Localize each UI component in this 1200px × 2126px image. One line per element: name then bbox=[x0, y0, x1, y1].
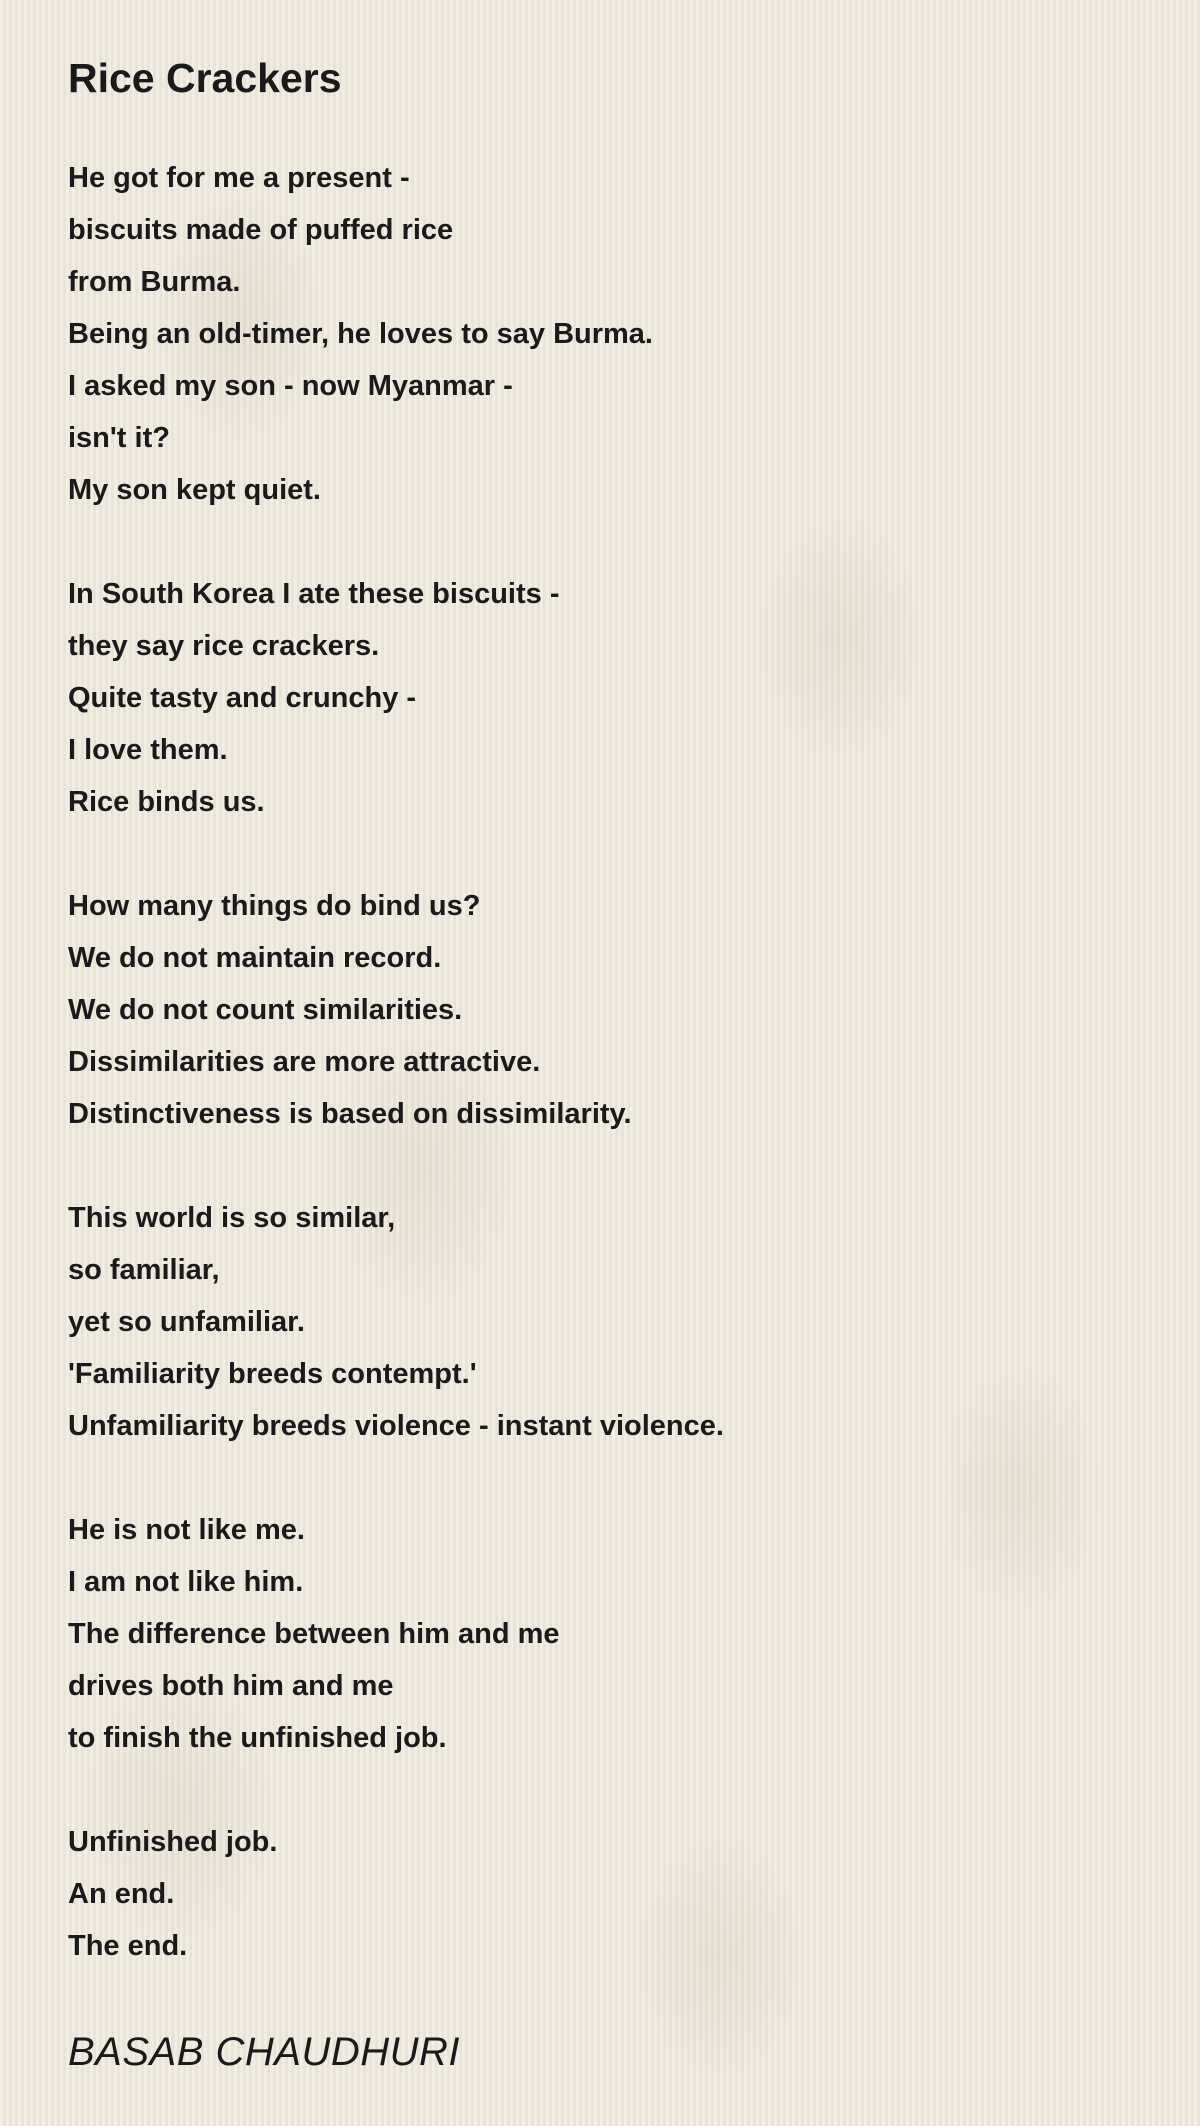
stanza-4 bbox=[68, 1192, 1168, 1452]
poem-line: Distinctiveness is based on dissimilarity. bbox=[68, 1098, 632, 1130]
poem-line: Rice binds us. bbox=[68, 786, 265, 818]
stanza-2 bbox=[68, 568, 1168, 828]
poem-title: Rice Crackers bbox=[68, 55, 342, 101]
poem-line: Quite tasty and crunchy - bbox=[68, 682, 417, 714]
poem-line: I love them. bbox=[68, 734, 228, 766]
poem-line: We do not count similarities. bbox=[68, 994, 463, 1026]
poem-line: they say rice crackers. bbox=[68, 630, 380, 662]
stanza-3 bbox=[68, 880, 1168, 1140]
poem-line: Dissimilarities are more attractive. bbox=[68, 1046, 541, 1078]
poem-line: He is not like me. bbox=[68, 1514, 305, 1546]
poem-line: He got for me a present - bbox=[68, 162, 410, 194]
poem-line: I am not like him. bbox=[68, 1566, 304, 1598]
poem-line: from Burma. bbox=[68, 266, 241, 298]
poem-line: Being an old-timer, he loves to say Burma. bbox=[68, 318, 653, 350]
poem-line: The difference between him and me bbox=[68, 1618, 560, 1650]
stanza-1 bbox=[68, 152, 1168, 516]
poem-line: We do not maintain record. bbox=[68, 942, 442, 974]
poem-line: Unfinished job. bbox=[68, 1826, 278, 1858]
poem-body bbox=[68, 152, 1168, 1972]
poem-author[interactable]: BASAB CHAUDHURI bbox=[68, 2030, 461, 2074]
poem-line: In South Korea I ate these biscuits - bbox=[68, 578, 560, 610]
poem-line: An end. bbox=[68, 1878, 175, 1910]
poem-line: biscuits made of puffed rice bbox=[68, 214, 454, 246]
poem-line: drives both him and me bbox=[68, 1670, 394, 1702]
poem-line: How many things do bind us? bbox=[68, 890, 481, 922]
poem-line: This world is so similar, bbox=[68, 1202, 396, 1234]
poem-line: to finish the unfinished job. bbox=[68, 1722, 447, 1754]
poem-line: isn't it? bbox=[68, 422, 170, 454]
poem-line: so familiar, bbox=[68, 1254, 220, 1286]
poem-line: The end. bbox=[68, 1930, 188, 1962]
poem-line: I asked my son - now Myanmar - bbox=[68, 370, 513, 402]
poem-page bbox=[68, 48, 1168, 2082]
stanza-6 bbox=[68, 1816, 1168, 1972]
poem-line: yet so unfamiliar. bbox=[68, 1306, 305, 1338]
poem-line: Unfamiliarity breeds violence - instant violence. bbox=[68, 1410, 724, 1442]
poem-line: 'Familiarity breeds contempt.' bbox=[68, 1358, 477, 1390]
stanza-5 bbox=[68, 1504, 1168, 1764]
poem-line: My son kept quiet. bbox=[68, 474, 321, 506]
